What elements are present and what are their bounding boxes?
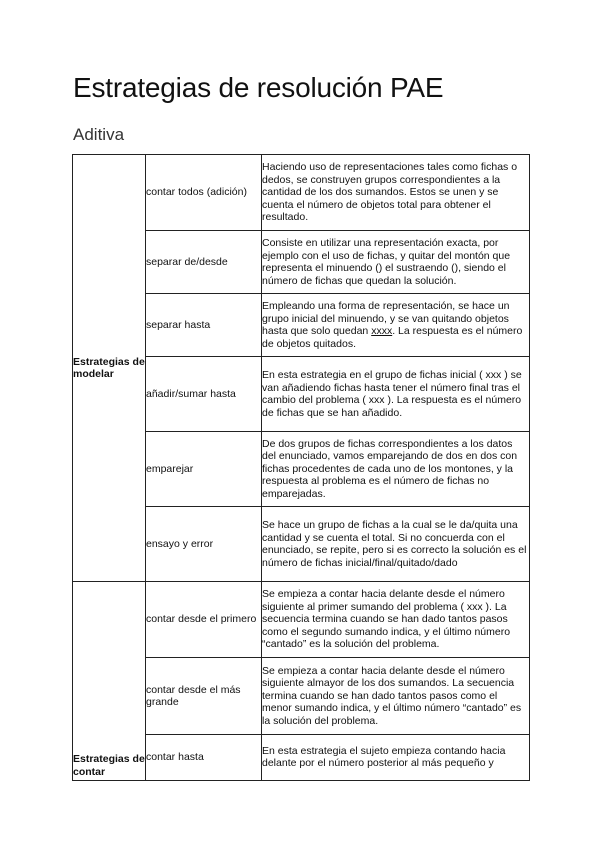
- description-text: Empleando una forma de representación, se hace un grupo inicial del minuendo, y se van quitando objetos hasta que solo quedan: [262, 300, 510, 337]
- strategy-name: contar desde el primero: [146, 582, 262, 658]
- strategy-name: ensayo y error: [146, 507, 262, 582]
- strategy-name: contar desde el más grande: [146, 658, 262, 734]
- strategy-description: Se hace un grupo de fichas a la cual se le da/quita una cantidad y se cuenta el total. Si no concuerda con el enunciado, se repite, pero si es correcto la solución es el número de fichas inicial/final/quitado/dado: [262, 507, 530, 582]
- strategy-name: contar hasta: [146, 734, 262, 780]
- group-label-contar: [73, 582, 146, 781]
- strategy-name: añadir/sumar hasta: [146, 357, 262, 432]
- strategy-description: En esta estrategia en el grupo de fichas inicial ( xxx ) se van añadiendo fichas hasta tener el número final tras el cambio del problema ( xxx ). La respuesta es el número de fichas que se han añadido.: [262, 357, 530, 432]
- strategy-name: emparejar: [146, 432, 262, 507]
- table-row: [73, 155, 530, 231]
- group-label-modelar: Estrategias de modelar: [73, 155, 146, 582]
- strategy-description: Haciendo uso de representaciones tales como fichas o dedos, se construyen grupos correspondientes a la cantidad de los dos sumandos. Estos se unen y se cuenta el número de objetos total para obtener el resultado.: [262, 155, 530, 231]
- strategy-description: Consiste en utilizar una representación exacta, por ejemplo con el uso de fichas, y quitar del montón que representa el minuendo () el sustraendo (), siendo el número de fichas que quedan la solución.: [262, 231, 530, 294]
- strategies-table: [72, 154, 530, 781]
- strategy-name: contar todos (adición): [146, 155, 262, 231]
- strategy-description: De dos grupos de fichas correspondientes a los datos del enunciado, vamos emparejando de dos en dos con fichas procedentes de cada uno de los montones, y la respuesta al problema es el número de fichas no emparejadas.: [262, 432, 530, 507]
- strategy-description: Se empieza a contar hacia delante desde el número siguiente al primer sumando del problema ( xxx ). La secuencia termina cuando se han dado tantos pasos como el segundo sumando indica, y el último número “cantado” es la solución del problema.: [262, 582, 530, 658]
- underlined-placeholder: xxxx: [371, 325, 393, 337]
- group-label-text: Estrategias de contar: [73, 753, 145, 778]
- table-row: [73, 582, 530, 658]
- page-title: Estrategias de resolución PAE: [73, 72, 444, 103]
- strategy-name: separar de/desde: [146, 231, 262, 294]
- strategy-name: separar hasta: [146, 294, 262, 357]
- strategy-description: [262, 294, 530, 357]
- section-title: Aditiva: [73, 125, 125, 144]
- strategy-description: En esta estrategia el sujeto empieza contando hacia delante por el número posterior al más pequeño y: [262, 734, 530, 780]
- description-text: . La respuesta es el número de objetos quitados.: [262, 325, 523, 350]
- strategy-description: Se empieza a contar hacia delante desde el número siguiente almayor de los dos sumandos. La secuencia termina cuando se han dado tantos pasos como el menor sumando indica, y el último número “cantado” es la solución del problema.: [262, 658, 530, 734]
